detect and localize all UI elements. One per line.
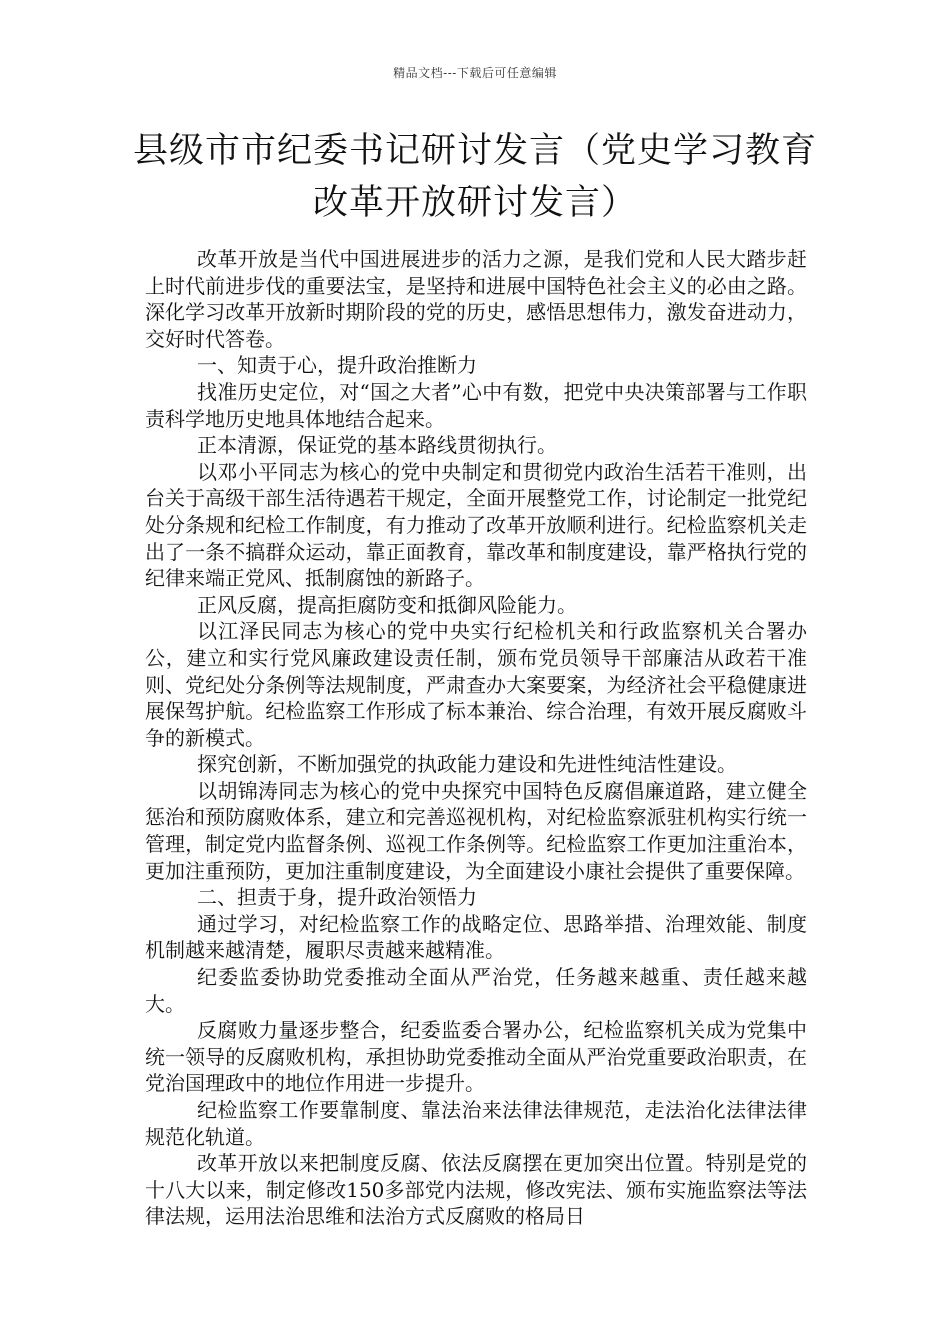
paragraph: 找准历史定位，对“国之大者”心中有数，把党中央决策部署与工作职责科学地历史地具体地结合起来。 xyxy=(145,379,807,431)
subheading: 正风反腐，提高拒腐防变和抵御风险能力。 xyxy=(197,592,577,617)
paragraph-intro: 改革开放是当代中国进展进步的活力之源，是我们党和人民大踏步赶上时代前进步伐的重要法宝，是坚持和进展中国特色社会主义的必由之路。深化学习改革开放新时期阶段的党的历史，感悟思想伟力，激发奋进动力，交好时代答卷。 xyxy=(145,247,807,351)
subheading: 纪委监委协助党委推动全面从严治党，任务越来越重、责任越来越大。 xyxy=(145,965,807,1016)
subheading: 正本清源，保证党的基本路线贯彻执行。 xyxy=(197,433,557,458)
paragraph: 通过学习，对纪检监察工作的战略定位、思路举措、治理效能、制度机制越来越清楚，履职尽责越来越精准。 xyxy=(145,911,807,963)
subheading: 纪检监察工作要靠制度、靠法治来法律法律规范，走法治化法律法律规范化轨道。 xyxy=(145,1098,807,1149)
paragraph: 以江泽民同志为核心的党中央实行纪检机关和行政监察机关合署办公，建立和实行党风廉政建设责任制，颁布党员领导干部廉洁从政若干准则、党纪处分条例等法规制度，严肃查办大案要案，为经济社会平稳健康进展保驾护航。纪检监察工作形成了标本兼治、综合治理，有效开展反腐败斗争的新模式。 xyxy=(145,619,807,750)
document-title: 县级市市纪委书记研讨发言（党史学习教育改革开放研讨发言） xyxy=(132,131,817,223)
section-heading-1: 一、知责于心，提升政治推断力 xyxy=(197,353,477,378)
header-note: 精品文档---下载后可任意编辑 xyxy=(393,66,557,80)
paragraph: 反腐败力量逐步整合，纪委监委合署办公，纪检监察机关成为党集中统一领导的反腐败机构，承担协助党委推动全面从严治党重要政治职责，在党治国理政中的地位作用进一步提升。 xyxy=(145,1018,807,1096)
subheading: 探究创新，不断加强党的执政能力建设和先进性纯洁性建设。 xyxy=(197,752,737,777)
paragraph: 以胡锦涛同志为核心的党中央探究中国特色反腐倡廉道路，建立健全惩治和预防腐败体系，建立和完善巡视机构，对纪检监察派驻机构实行统一管理，制定党内监督条例、巡视工作条例等。纪检监察工作更加注重治本，更加注重预防，更加注重制度建设，为全面建设小康社会提供了重要保障。 xyxy=(145,778,807,883)
paragraph: 改革开放以来把制度反腐、依法反腐摆在更加突出位置。特别是党的十八大以来，制定修改150多部党内法规，修改宪法、颁布实施监察法等法律法规，运用法治思维和法治方式反腐败的格局日 xyxy=(145,1151,807,1229)
document-body xyxy=(145,246,807,1230)
paragraph: 以邓小平同志为核心的党中央制定和贯彻党内政治生活若干准则，出台关于高级干部生活待遇若干规定，全面开展整党工作，讨论制定一批党纪处分条规和纪检工作制度，有力推动了改革开放顺利进行。纪检监察机关走出了一条不搞群众运动，靠正面教育，靠改革和制度建设，靠严格执行党的纪律来端正党风、抵制腐蚀的新路子。 xyxy=(145,459,807,591)
section-heading-2: 二、担责于身，提升政治领悟力 xyxy=(197,885,477,910)
